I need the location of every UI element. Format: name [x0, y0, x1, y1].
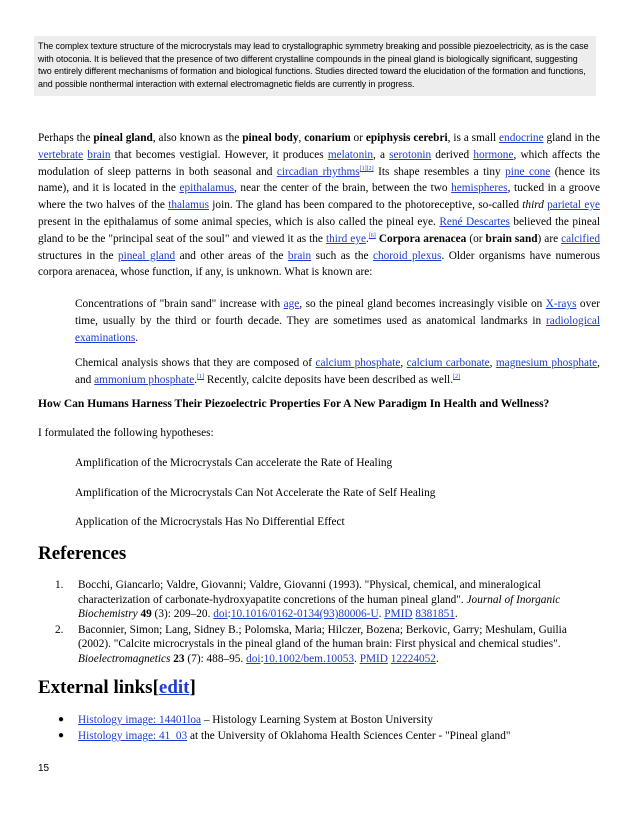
link-description: at the University of Oklahoma Health Sciences Center - "Pineal gland"	[187, 730, 511, 742]
text: .	[194, 373, 198, 386]
brain-sand-paragraph	[75, 296, 600, 346]
external-links-heading	[38, 677, 196, 699]
text: , which affects the modulation of sleep patterns in both seasonal and	[38, 148, 601, 178]
text: .	[365, 232, 369, 245]
text: over time, usually by the third or fourth decade. They are sometimes used as anatomical landmarks in	[75, 298, 600, 327]
bracket: [	[152, 677, 159, 698]
bullet-icon: ●	[58, 730, 65, 741]
link-magnesium-phosphate[interactable]: magnesium phosphate	[495, 357, 598, 369]
link-pineal-gland[interactable]: pineal gland	[117, 249, 176, 262]
link-endocrine[interactable]: endocrine	[499, 132, 544, 144]
link-description: – Histology Learning System at Boston University	[201, 714, 433, 726]
link-epithalamus[interactable]: epithalamus	[179, 182, 235, 195]
pmid-link[interactable]: 12224052	[390, 652, 436, 665]
text: and other areas of the	[175, 249, 288, 262]
text: Perhaps the	[38, 132, 94, 144]
doi-link[interactable]: 10.1002/bem.10053	[263, 652, 355, 665]
text: , and	[75, 357, 600, 386]
reference-item: 2. Baconnier, Simon; Lang, Sidney B.; Polomska, Maria; Hilczer, Bozena; Berkovic, Garry; Meshulam, Guilia (2002). "Calcite microcrystals in the pineal gland of the human brain: First physical and chemical studies". Bioelectromagnetics 23 (7): 488–95. doi:10.1002/bem.10053. PMID 12224052.	[55, 623, 567, 665]
text: believed the pineal gland to be the "principal seat of the soul" and viewed it as the	[38, 215, 600, 245]
text: , also known as the	[152, 132, 243, 144]
text: , so the pineal gland becomes increasingly visible on	[299, 298, 546, 310]
separator: .	[378, 608, 385, 621]
text: , near the center of the brain, between the two	[234, 182, 452, 195]
volume: 23	[173, 652, 185, 665]
reference-text: Bocchi, Giancarlo; Valdre, Giovanni; Valdre, Giovanni (1993). "Physical, chemical, and mineralogical characterization of carbonate-hydroxyapatite concretions of the human pineal gland".	[78, 579, 541, 606]
hypothesis-item: Amplification of the Microcrystals Can accelerate the Rate of Healing	[75, 457, 393, 469]
text: .	[135, 331, 139, 344]
text: .	[454, 608, 458, 621]
pmid-label-link[interactable]: PMID	[384, 608, 413, 621]
page-number: 15	[38, 763, 50, 774]
pmid-label-link[interactable]: PMID	[359, 652, 388, 665]
link-brain-2[interactable]: brain	[287, 249, 312, 262]
link-circadian-rhythms[interactable]: circadian rhythms	[276, 165, 360, 178]
references-list	[38, 578, 600, 668]
citation-6[interactable]: [6]	[368, 233, 376, 240]
text: gland in the	[543, 132, 600, 144]
question-heading: How Can Humans Harness Their Piezoelectric Properties For A New Paradigm In Health and Wellness?	[38, 398, 550, 410]
link-melatonin[interactable]: melatonin	[327, 148, 374, 161]
text: (or	[466, 232, 486, 245]
text: Recently, calcite deposits have been described as well.	[204, 373, 454, 386]
hypothesis-item: Application of the Microcrystals Has No Differential Effect	[75, 516, 345, 528]
bold-term: pineal body	[242, 132, 299, 144]
bracket: ]	[189, 677, 196, 698]
link-age[interactable]: age	[283, 298, 300, 310]
histology-link[interactable]: Histology image: 14401loa	[78, 714, 201, 726]
hypothesis-item: Amplification of the Microcrystals Can Not Accelerate the Rate of Self Healing	[75, 487, 436, 499]
link-calcium-carbonate[interactable]: calcium carbonate	[406, 357, 490, 369]
doi-label-link[interactable]: doi	[246, 652, 261, 665]
pmid-link[interactable]: 8381851	[415, 608, 455, 621]
link-pine-cone[interactable]: pine cone	[505, 165, 551, 178]
bullet-icon: ●	[58, 714, 65, 725]
text: structures in the	[38, 249, 118, 262]
link-calcium-phosphate[interactable]: calcium phosphate	[315, 357, 401, 369]
link-calcified[interactable]: calcified	[561, 232, 600, 245]
bold-term: brain sand	[485, 232, 538, 245]
link-hormone[interactable]: hormone	[473, 148, 514, 161]
bold-term: pineal gland	[93, 132, 153, 144]
reference-number: 2.	[55, 623, 64, 636]
chemical-analysis-paragraph	[75, 355, 600, 389]
reference-number: 1.	[55, 579, 64, 591]
pages: (3): 209–20.	[151, 608, 214, 621]
link-ammonium-phosphate[interactable]: ammonium phosphate	[94, 373, 195, 386]
external-links-list	[38, 712, 600, 744]
text: ,	[400, 357, 407, 369]
text: derived	[431, 148, 474, 161]
external-links-title: External links	[38, 677, 153, 698]
text: , a	[373, 148, 390, 161]
journal-name: Bioelectromagnetics	[78, 652, 171, 665]
text: , tucked in a groove where the two halves of the	[38, 182, 601, 212]
italic-term: third	[522, 199, 544, 212]
link-thalamus[interactable]: thalamus	[168, 199, 209, 212]
quote-box-text: The complex texture structure of the microcrystals may lead to crystallographic symmetry breaking and possible piezoelectricity, as is the case with otoconia. It is believed that the presence of two different crystalline compounds in the pineal gland is biologically significant, suggesting two entirely different mechanisms of formation and biological functions. Studies directed toward the elucidation of the formation and functions, and possible nonthermal interaction with external electromagnetic fields are currently in progress.	[38, 41, 589, 89]
doi-link[interactable]: 10.1016/0162-0134(93)80006-U	[230, 608, 379, 621]
pages: (7): 488–95.	[184, 652, 247, 665]
text: (hence its name), and it is located in the	[38, 165, 600, 195]
text: ,	[298, 132, 305, 144]
text: Its shape resembles a tiny	[373, 165, 506, 178]
text: .	[435, 652, 439, 665]
text: such as the	[311, 249, 373, 262]
link-x-rays[interactable]: X-rays	[545, 298, 577, 310]
reference-item: 1. Bocchi, Giancarlo; Valdre, Giovanni; Valdre, Giovanni (1993). "Physical, chemical, and mineralogical characterization of carbonate-hydroxyapatite concretions of the human pineal gland". Journal of Inorganic Biochemistry 49 (3): 209–20. doi:10.1016/0162-0134(93)80006-U. PMID 8381851.	[55, 579, 561, 621]
external-link-item	[38, 712, 600, 728]
histology-link[interactable]: Histology image: 41_03	[78, 730, 188, 742]
link-choroid-plexus[interactable]: choroid plexus	[372, 249, 442, 262]
bold-term: epiphysis cerebri	[365, 132, 448, 144]
text: . Older organisms have numerous corpora arenacea, whose function, if any, is unknown. What is known are:	[38, 249, 601, 279]
text: ,	[489, 357, 496, 369]
text: ) are	[537, 232, 562, 245]
quote-box	[34, 36, 596, 96]
link-third-eye[interactable]: third eye	[325, 232, 366, 245]
citation-1-2[interactable]: [1][2]	[359, 165, 374, 172]
references-heading: References	[38, 543, 127, 564]
hypotheses-intro: I formulated the following hypotheses:	[38, 427, 214, 439]
text: , is a small	[447, 132, 500, 144]
link-hemispheres[interactable]: hemispheres	[451, 182, 508, 195]
link-vertebrate[interactable]: vertebrate	[38, 148, 84, 161]
volume: 49	[140, 608, 152, 621]
link-parietal-eye[interactable]: parietal eye	[547, 199, 600, 212]
text: or	[350, 132, 366, 144]
text: Chemical analysis shows that they are composed of	[75, 357, 316, 369]
edit-link[interactable]: edit	[158, 677, 190, 698]
doi-label-link[interactable]: doi	[213, 608, 228, 621]
link-rene-descartes[interactable]: René Descartes	[439, 215, 510, 228]
text: join. The gland has been compared to the photoreceptive, so-called	[208, 199, 523, 212]
link-brain[interactable]: brain	[87, 148, 111, 161]
separator: .	[354, 652, 360, 665]
journal-name: Journal of Inorganic Biochemistry	[78, 593, 561, 621]
pineal-paragraph	[38, 130, 600, 281]
bold-term: Corpora arenacea	[378, 232, 467, 245]
link-serotonin[interactable]: serotonin	[389, 148, 432, 161]
citation-2[interactable]: [2]	[453, 374, 461, 381]
text: that becomes vestigial. However, it produces	[110, 148, 328, 161]
link-radiological-examinations[interactable]: radiological examinations	[75, 314, 600, 344]
text: Concentrations of "brain sand" increase with	[75, 298, 284, 310]
reference-text: Baconnier, Simon; Lang, Sidney B.; Polomska, Maria; Hilczer, Bozena; Berkovic, Garry; Meshulam, Guilia (2002). "Calcite microcrystals in the pineal gland of the human brain: First physical and chemical studies".	[78, 623, 567, 651]
citation-1[interactable]: [1]	[197, 374, 205, 381]
external-link-item	[38, 728, 600, 744]
bold-term: conarium	[304, 132, 351, 144]
text: present in the epithalamus of some animal species, which is also called the pineal eye.	[38, 215, 440, 228]
